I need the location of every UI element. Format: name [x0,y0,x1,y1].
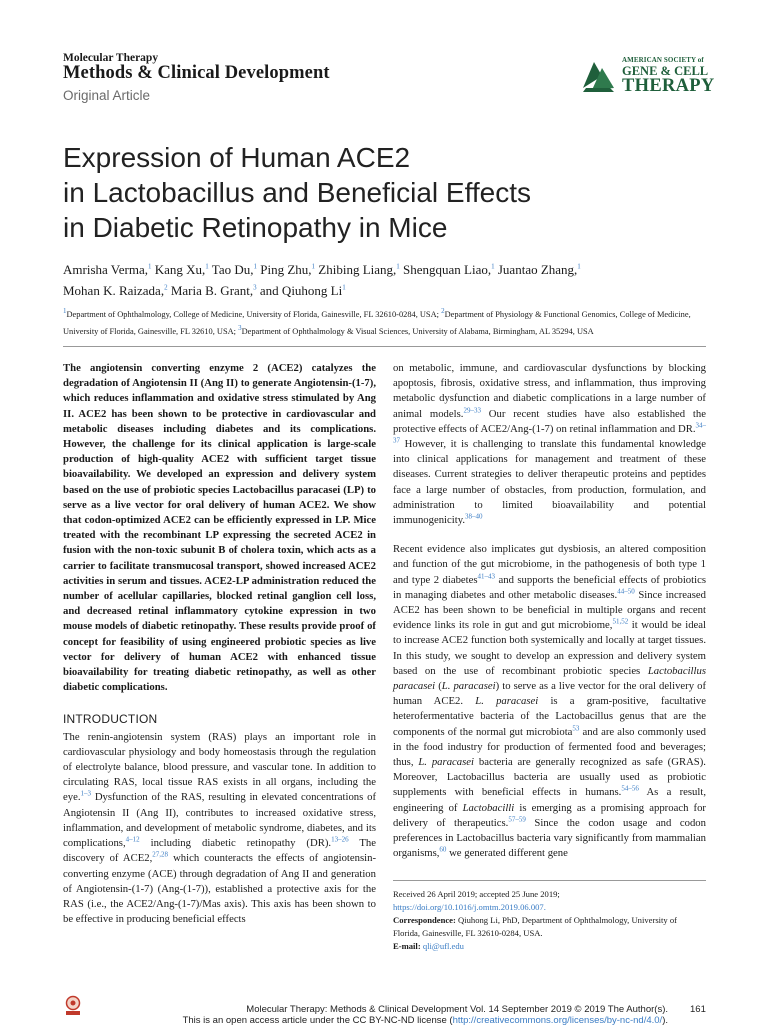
text-run: ( [435,680,442,693]
logo-text-line2: GENE & CELL [622,64,709,78]
received-dates: Received 26 April 2019; accepted 25 June 2019; [393,889,560,899]
affiliation-marker: 1 [63,307,67,316]
text-run: on metabolic, immune, and cardiovascular dysfunctions by blocking apoptosis, fibrosis, oxidative stress, and inflammation, thus improving metabolic dysfunction and diabetic complications in a large number of animal models. [393,362,706,420]
author-affiliation-marker: 3 [253,283,257,292]
section-heading-introduction: INTRODUCTION [63,712,158,727]
license-suffix: ). [662,1015,668,1026]
text-run: and are also commonly used in the food industry for production of fermented food and beverages; thus, [393,725,706,769]
text-run: Since the codon usage and codon preferences in Lactobacillus bacteria vary significantly from mammalian organisms, [393,816,706,860]
title-line: Expression of Human ACE2 [63,142,411,173]
body-paragraph [393,361,706,528]
journal-title: Methods & Clinical Development [63,63,330,83]
reference-citation[interactable]: 29–33 [463,406,481,415]
text-run: As a result, engineering of [393,786,706,814]
society-logo [580,54,715,100]
title-line: in Diabetic Retinopathy in Mice [63,212,448,243]
author-affiliation-marker: 1 [205,262,209,271]
logo-text-line1: AMERICAN SOCIETY of [622,56,704,64]
author-name: and Qiuhong Li [259,283,343,298]
reference-citation[interactable]: 57–59 [508,815,526,824]
author-name: Kang Xu, [154,262,206,277]
text-run: The renin-angiotensin system (RAS) plays an important role in cardiovascular physiology and body homeostasis through the regulation of electrolyte balance, blood pressure, and vascular tone. In addition to circulating RAS, local tissue RAS exists in all organs, including the eye. [63,730,376,804]
affiliation-marker: 2 [441,307,445,316]
reference-citation[interactable]: 54–56 [621,784,639,793]
doi-link[interactable]: https://doi.org/10.1016/j.omtm.2019.06.007. [393,902,546,912]
italic-term: L. paracasei [441,680,496,693]
author-affiliation-marker: 1 [253,262,257,271]
text-run: and supports the beneficial effects of probiotics in managing diabetes and other metabolic diseases. [393,573,706,601]
text-run: we generated different gene [446,847,568,860]
text-run: Since increased ACE2 has been shown to be beneficial in multiple organs and recent evidence links its role in gut and gut microbiome, [393,588,707,632]
reference-citation[interactable]: 13–26 [331,835,349,844]
author-name: Amrisha Verma, [63,262,148,277]
logo-text-line3: THERAPY [622,76,715,96]
text-run: is emerging as a promising approach for delivery of therapeutics. [393,801,706,829]
license-prefix: This is an open access article under the CC BY-NC-ND license ( [182,1015,453,1026]
page-number: 161 [690,1004,706,1015]
reference-citation[interactable]: 51,52 [612,617,629,626]
correspondence-text: Qiuhong Li, PhD, Department of Ophthalmology, University of Florida, Gainesville, FL 32610-0284, USA. [393,915,678,938]
footer-license [0,1015,668,1026]
reference-citation[interactable]: 53 [572,724,580,733]
email-link[interactable]: qli@ufl.edu [422,941,464,951]
license-link[interactable]: http://creativecommons.org/licenses/by-nc-nd/4.0/ [452,1015,663,1026]
title-line: in Lactobacillus and Beneficial Effects [63,177,531,208]
author-affiliation-marker: 2 [164,283,168,292]
reference-citation[interactable]: 41–43 [477,572,496,581]
author-name: Tao Du, [211,262,254,277]
abstract: The angiotensin converting enzyme 2 (ACE2) catalyzes the degradation of Angiotensin II (Ang II) to generate Angiotensin-(1-7), which reduces inflammation and oxidative stress stimulated by Ang II. ACE2 has been shown to be protective in cardiovascular and metabolic diseases including diabetes and its complications. However, the challenge for its clinical application is large-scale production of high-quality ACE2 with sufficient target tissue bioavailability. We developed an expression and delivery system based on the use of probiotic species Lactobacillus paracasei (LP) to serve as a live vector for oral delivery of human ACE2. We show that codon-optimized ACE2 can be efficiently expressed in LP. Mice treated with the recombinant LP expressing the secreted ACE2 in fusion with the non-toxic subunit B of cholera toxin, which acts as a carrier to facilitate transmucosal transport, showed increased ACE2 activities in serum and tissues. ACE2-LP administration reduced the number of acellular capillaries, blocked retinal ganglion cell loss, and decreased retinal inflammatory cytokine expression in two mouse models of diabetic retinopathy. These results provide proof of concept for feasibility of using engineered probiotic species as live vector for delivery of human ACE2 with enhanced tissue bioavailability for treating diabetic retinopathy, as well as other diabetic complications. [63,362,376,694]
header-divider [63,346,706,347]
italic-term: L. paracasei [418,756,474,769]
text-run: it would be ideal to increase ACE2 function both systemically and locally at target tissues. In this study, we sought to develop an expression and delivery system based on the use of recombinant probiotic species [393,619,706,677]
author-line [63,259,713,280]
reference-citation[interactable]: 4–12 [125,835,140,844]
author-affiliation-marker: 1 [577,262,581,271]
reference-citation[interactable]: 44–50 [617,587,635,596]
email-label: E-mail: [393,941,421,951]
author-name: Juantao Zhang, [497,262,578,277]
right-column [393,361,706,862]
affiliations [63,306,713,340]
italic-term: L. paracasei [475,695,539,708]
text-run: However, it is challenging to translate this fundamental knowledge into clinical applications for management and treatment of these diseases. Current strategies to deliver therapeutic proteins and peptides face a large number of obstacles, from production, formulation, and administration to limited bioavailability and potential immunogenicity. [393,438,706,527]
article-info-box [393,880,706,953]
author-name: Zhibing Liang, [318,262,397,277]
italic-term: Lactobacilli [462,801,515,814]
text-run: Our recent studies have also established the protective effects of ACE2/Ang-(1-7) on retinal inflammation and DR. [393,407,706,435]
affiliation-marker: 3 [238,324,242,333]
text-run: Dysfunction of the RAS, resulting in elevated concentrations of Angiotensin II (Ang II), contributes to increased oxidative stress, inflammation, and development of metabolic syndrome, diabetes, and its complications, [63,791,376,850]
footer-citation: Molecular Therapy: Methods & Clinical Development Vol. 14 September 2019 © 2019 The Author(s). [246,1004,668,1015]
affiliation-1: Department of Ophthalmology, College of Medicine, University of Florida, Gainesville, FL 32610-0284, USA; [66,310,442,319]
author-name: Maria B. Grant, [170,283,254,298]
author-list [63,259,713,301]
reference-citation[interactable]: 1–3 [80,789,92,798]
paragraph-gap [393,528,706,542]
article-type: Original Article [63,88,151,103]
reference-citation[interactable]: 60 [439,845,447,854]
asgct-leaf-logo-icon [580,58,618,96]
affiliation-3: Department of Ophthalmology & Visual Sciences, University of Alabama, Birmingham, AL 35294, USA [241,327,594,336]
text-run: Recent evidence also implicates gut dysbiosis, an altered composition and function of the gut microbiome, in the pathogenesis of both type 1 and type 2 diabetes [393,543,706,586]
author-line [63,280,713,301]
text-run: which counteracts the effects of angiotensin-converting enzyme (ACE) through degradation of Ang II and generation of Angiotensin-(1-7) (Ang-(1-7)), established a protective axis for the RAS (i.e., the ACE2/Ang-(1-7)/Mas axis). This axis has been shown to be effective in producing beneficial effects [63,852,376,926]
left-column [63,361,376,927]
introduction-paragraph [63,730,376,928]
body-paragraph [393,542,706,861]
text-run: bacteria are generally recognized as safe (GRAS). Moreover, Lactobacillus bacteria are usually used as probiotic supplements with beneficial effects in humans. [393,756,706,799]
journal-series-name: Molecular Therapy [63,52,159,64]
italic-term: Lactobacillus paracasei [393,664,706,693]
text-run: The discovery of ACE2, [63,837,376,865]
author-affiliation-marker: 1 [311,262,316,271]
affiliation-2: Department of Physiology & Functional Genomics, College of Medicine, University of Florida, Gainesville, FL 32610, USA; [63,310,691,336]
author-name: Ping Zhu, [260,262,312,277]
text-run: is a gram-positive, facultative heterofermentative bacteria of the Lactobacillus genus that are the components of the normal gut microbiota [393,695,707,738]
author-affiliation-marker: 1 [147,262,152,271]
author-affiliation-marker: 1 [396,262,400,271]
author-name: Mohan K. Raizada, [63,283,165,298]
author-name: Shengquan Liao, [403,262,492,277]
correspondence-label: Correspondence: [393,915,456,925]
text-run: ) to serve as a live vector for the oral delivery of human ACE2. [393,680,707,708]
reference-citation[interactable]: 38–40 [465,512,483,521]
author-affiliation-marker: 1 [491,262,495,271]
reference-citation[interactable]: 27,28 [152,850,169,859]
author-affiliation-marker: 1 [342,283,346,292]
reference-citation[interactable]: 34–37 [393,421,706,445]
article-title [63,140,703,245]
text-run: including diabetic retinopathy (DR). [139,837,332,850]
